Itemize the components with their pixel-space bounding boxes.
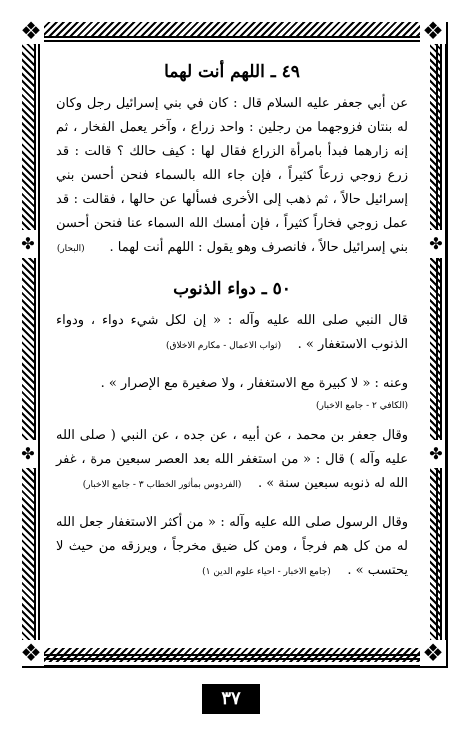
paragraph-text: عن أبي جعفر عليه السلام قال : كان في بني إسرائيل رجل وكان له بنتان فزوجهما من رجلين : واحد زراع ، وآخر يعمل الفخار ، ثم إنه زارهما فبدأ بامرأة الزراع فقال لها : كيف حالك ؟ قالت : قد زرع زوجي زرعاً كثيراً ، فإن جاء الله بالسماء فنحن أحسن بني إسرائيل حالاً ، ثم ذهب إلى الأخرى فسألها عن حالها ، فقالت : قد عمل زوجي فخاراً كثيراً ، فإن أمسك الله السماء عنا فنحن أحسن بني إسرائيل حالاً ، فانصرف وهو يقول : اللهم أنت لهما .: [56, 96, 408, 255]
section-text: [56, 92, 408, 261]
hadith-item: [56, 309, 408, 358]
hadith-item: [56, 424, 408, 497]
section-heading: ٤٩ ـ اللهم أنت لهما: [164, 62, 300, 82]
side-ornament-icon: ✤: [427, 440, 445, 468]
corner-ornament-icon: ❖: [18, 640, 44, 666]
hadith-item: [56, 511, 408, 584]
source-citation: (الفردوس بمأثور الخطاب ٣ - جامع الاخبار): [82, 480, 242, 490]
hadith-item: [56, 372, 408, 396]
side-ornament-icon: ✤: [19, 440, 37, 468]
page-number: ٣٧: [202, 684, 260, 714]
paragraph-text: وعنه : « لا كبيرة مع الاستغفار ، ولا صغيرة مع الإصرار » .: [100, 376, 408, 391]
paragraph-text: وقال جعفر بن محمد ، عن أبيه ، عن جده ، عن النبي ( صلى الله عليه وآله ) قال : « من استغفر الله بعد العصر سبعين مرة ، غفر الله له ذنوبه سبعين سنة » .: [56, 428, 408, 491]
border-band-left: [22, 36, 34, 648]
side-ornament-icon: ✤: [19, 230, 37, 258]
border-band-top: [34, 22, 430, 36]
corner-ornament-icon: ❖: [420, 640, 446, 666]
page-content: [56, 58, 408, 636]
paragraph-text: وقال الرسول صلى الله عليه وآله : « من أكثر الاستغفار جعل الله له من كل هم فرجاً ، ومن كل ضيق مخرجاً ، ويرزقه من حيث لا يحتسب » .: [56, 515, 408, 578]
source-citation: (البحار): [56, 244, 85, 254]
source-citation: (الكافي ٢ - جامع الاخبار): [315, 401, 408, 411]
corner-ornament-icon: ❖: [420, 18, 446, 44]
corner-ornament-icon: ❖: [18, 18, 44, 44]
source-citation: (جامع الاخبار - احياء علوم الدين ١): [202, 567, 331, 577]
source-citation: (ثواب الاعمال - مكارم الاخلاق): [165, 341, 282, 351]
side-ornament-icon: ✤: [427, 230, 445, 258]
paragraph-text: قال النبي صلى الله عليه وآله : « إن لكل شيء دواء ، ودواء الذنوب الاستغفار » .: [56, 313, 408, 352]
section-heading: ٥٠ ـ دواء الذنوب: [173, 279, 291, 299]
